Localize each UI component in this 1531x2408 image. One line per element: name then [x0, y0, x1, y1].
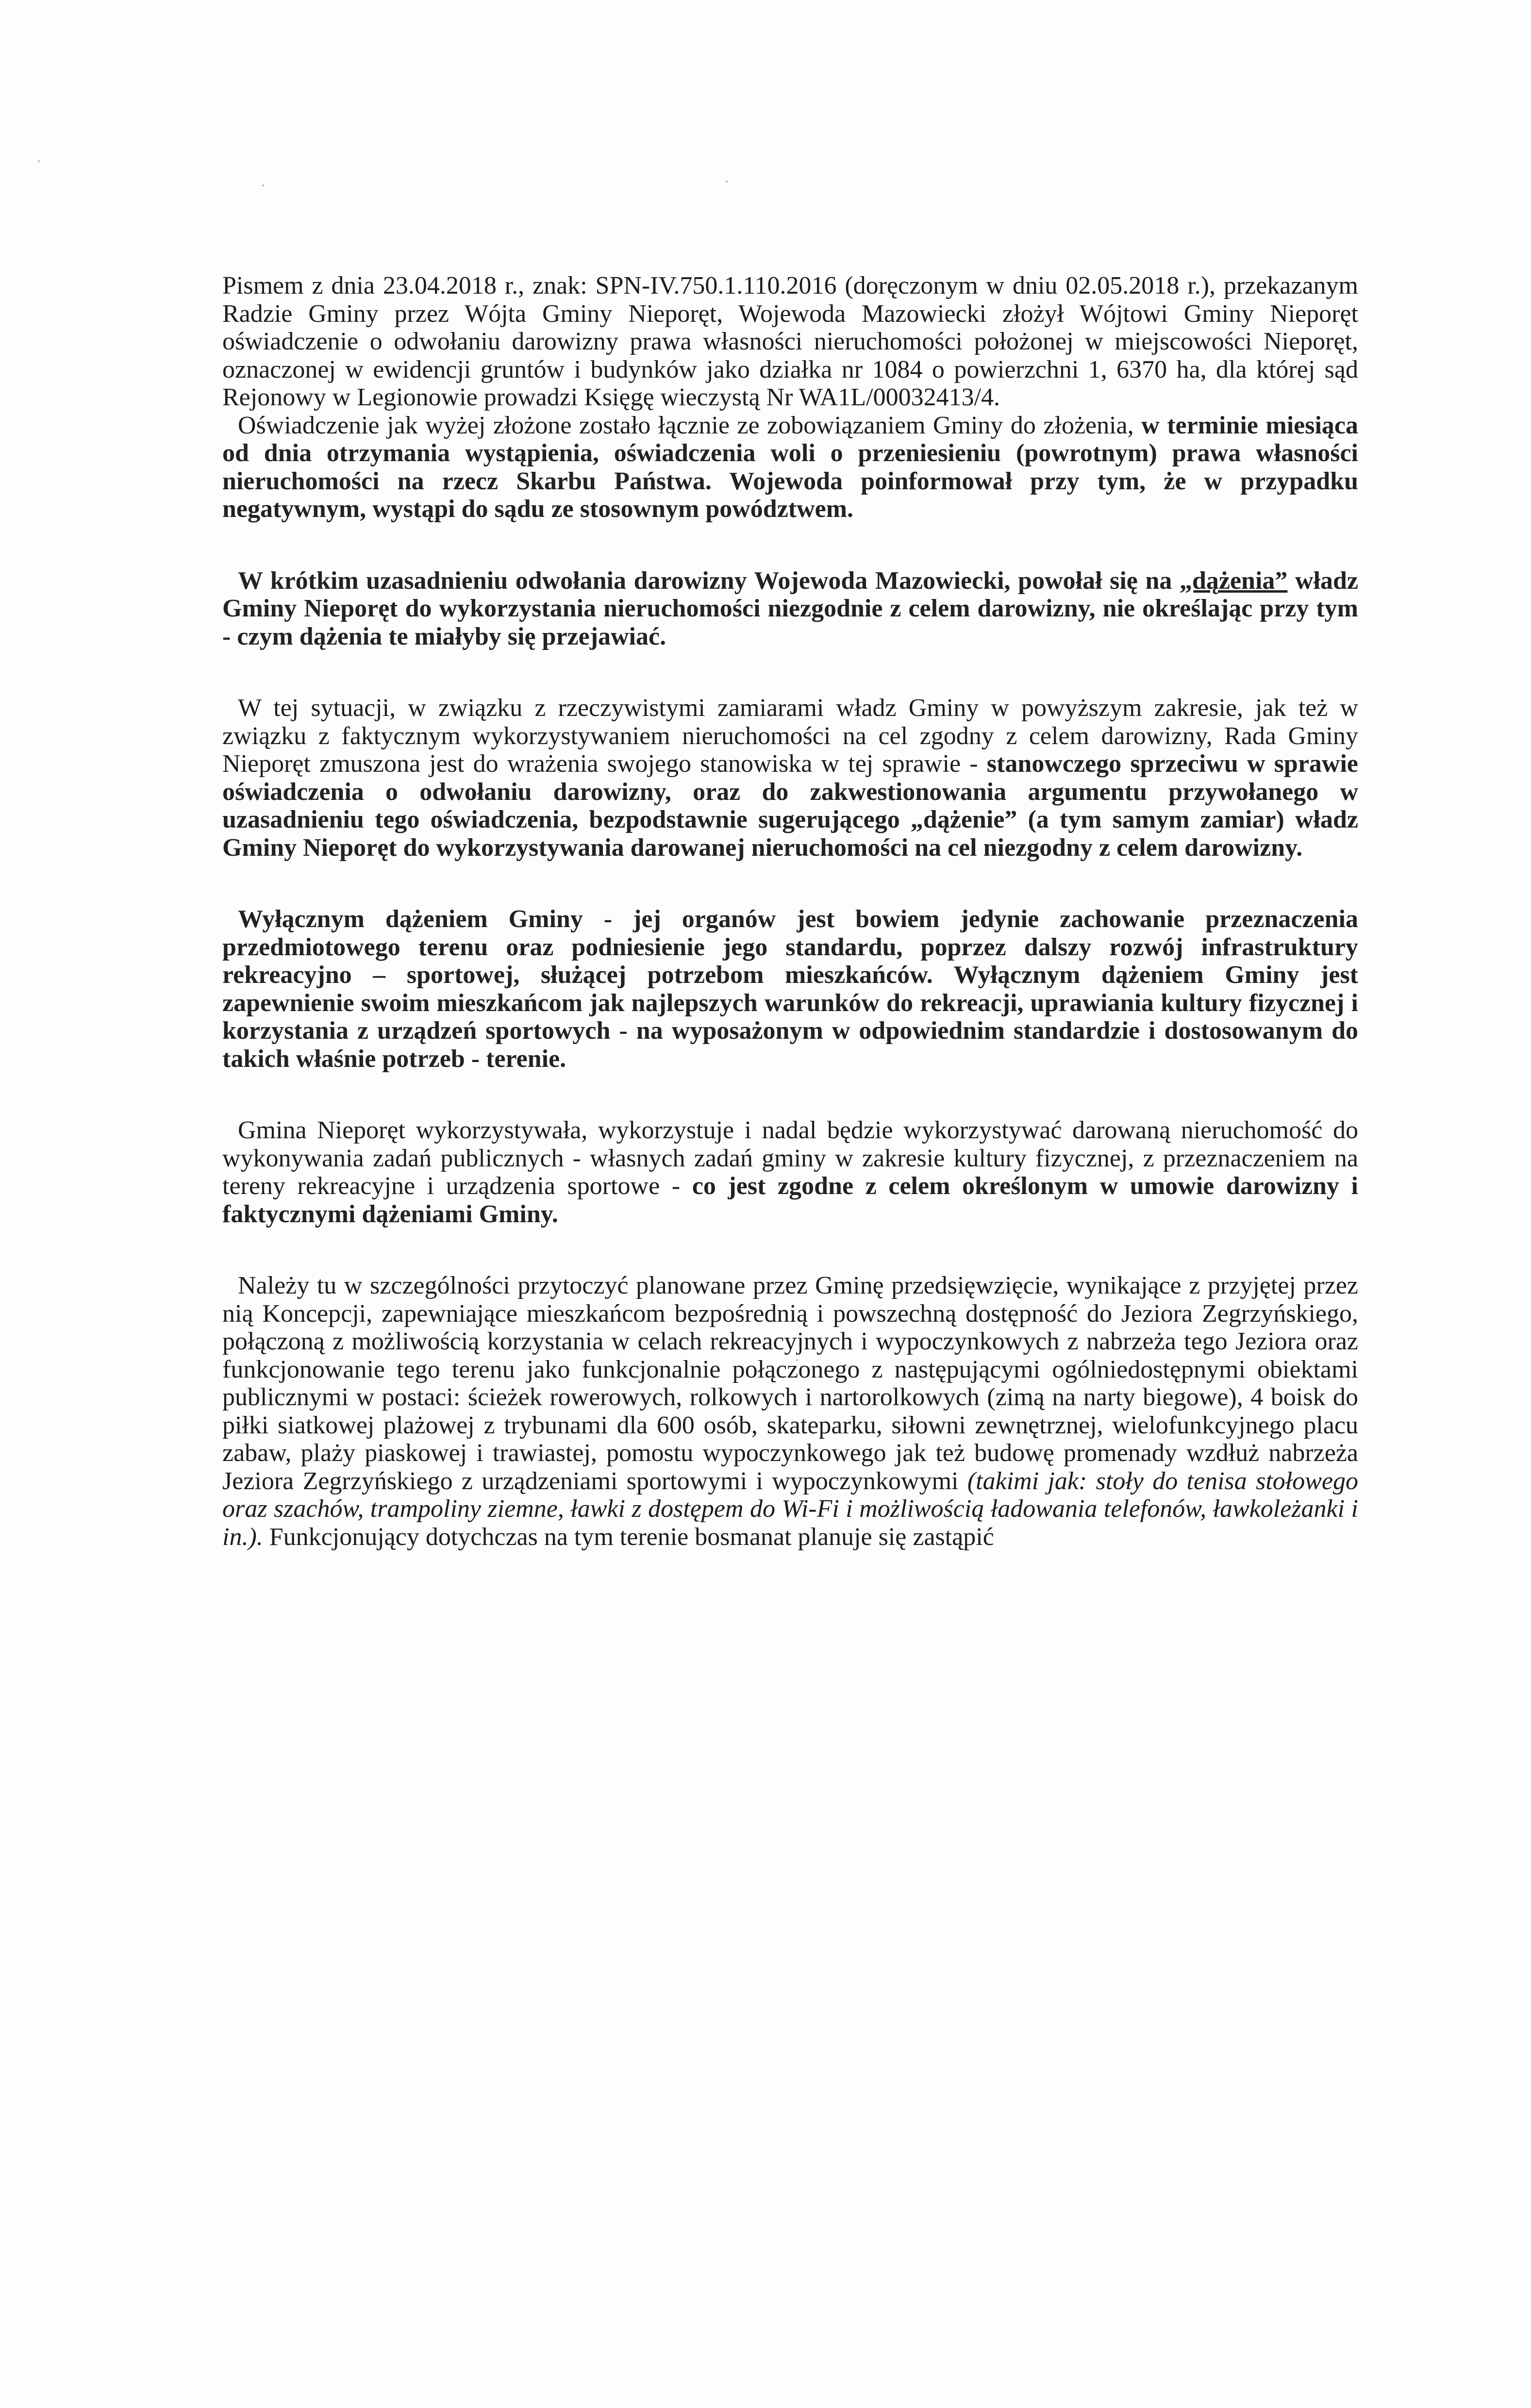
document-body — [222, 272, 1358, 1551]
paragraph-text: Pismem z dnia 23.04.2018 r., znak: SPN-IV.750.1.110.2016 (doręczonym w dniu 02.05.2018 r.), przekazanym Radzie Gminy przez Wójta Gminy Nieporęt, Wojewoda Mazowiecki złożył Wójtowi Gminy Nieporęt oświadczenie o odwołaniu darowizny prawa własności nieruchomości położonej w miejscowości Nieporęt, oznaczonej w ewidencji gruntów i budynków jako działka nr 1084 o powierzchni 1, 6370 ha, dla której sąd Rejonowy w Legionowie prowadzi Księgę wieczystą Nr WA1L/00032413/4. — [222, 272, 1358, 411]
paragraph-council-position — [222, 694, 1358, 862]
paragraph-text: Oświadczenie jak wyżej złożone zostało łącznie ze zobowiązaniem Gminy do złożenia, — [238, 411, 1134, 439]
paragraph-text: Należy tu w szczególności przytoczyć planowane przez Gminę przedsięwzięcie, wynikające z przyjętej przez nią Koncepcji, zapewniające mieszkańcom bezpośrednią i powszechną dostępność do Jeziora Zegrzyńskiego, połączoną z możliwością korzystania w celach rekreacyjnych i wypoczynkowych z nabrzeża tego Jeziora oraz funkcjonowanie tego terenu jako funkcjonalnie połączonego z następującymi ogólniedostępnymi obiektami publicznymi w postaci: ścieżek rowerowych, rolkowych i nartorolkowych (zimą na narty biegowe), 4 boisk do piłki siatkowej plażowej z trybunami dla 600 osób, skateparku, siłowni zewnętrznej, wielofunkcyjnego placu zabaw, plaży piaskowej i trawiastej, pomostu wypoczynkowego jak też budowę promenady wzdłuż nabrzeża Jeziora Zegrzyńskiego z urządzeniami sportowymi i wypoczynkowymi — [222, 1272, 1358, 1495]
paragraph-text: Funkcjonujący dotychczas na tym terenie bosmanat planuje się zastąpić — [269, 1523, 994, 1551]
paragraph-obligation — [222, 412, 1358, 523]
paragraph-text: W krótkim uzasadnieniu odwołania darowizny Wojewoda Mazowiecki, powołał się na — [238, 566, 1172, 595]
paragraph-justification — [222, 567, 1358, 651]
paragraph-text: władz Gminy Nieporęt do wykorzystania nieruchomości niezgodnie z celem darowizny, nie określając przy tym - czym dążenia te miałyby się przejawiać. — [222, 566, 1359, 650]
paragraph-bold-text: w terminie miesiąca od dnia otrzymania wystąpienia, oświadczenia woli o przeniesieniu (powrotnym) prawa własności nieruchomości na rzecz Skarbu Państwa. Wojewoda poinformował przy tym, że w przypadku negatywnym, wystąpi do sądu ze stosownym powództwem. — [222, 411, 1358, 523]
underlined-quote: „dążenia” — [1179, 566, 1288, 595]
paragraph-letter-reference — [222, 272, 1358, 412]
scan-speck — [38, 160, 40, 162]
paragraph-text: Gmina Nieporęt wykorzystywała, wykorzystuje i nadal będzie wykorzystywać darowaną nieruchomość do wykonywania zadań publicznych - własnych zadań gminy w zakresie kultury fizycznej, z przeznaczeniem na tereny rekreacyjne i urządzenia sportowe - — [222, 1116, 1358, 1200]
paragraph-text: W tej sytuacji, w związku z rzeczywistymi zamiarami władz Gminy w powyższym zakresie, jak też w związku z faktycznym wykorzystywaniem nieruchomości na cel zgodny z celem darowizny, Rada Gminy Nieporęt zmuszona jest do wrażenia swojego stanowiska w tej sprawie - — [222, 694, 1358, 778]
paragraph-municipality-aim — [222, 905, 1358, 1073]
paragraph-planned-project — [222, 1272, 1358, 1551]
paragraph-bold-text: stanowczego sprzeciwu w sprawie oświadczenia o odwołaniu darowizny, oraz do zakwestionowania argumentu przywołanego w uzasadnieniu tego oświadczenia, bezpodstawnie sugerującego „dążenie” (a tym samym zamiar) władz Gminy Nieporęt do wykorzystywania darowanej nieruchomości na cel niezgodny z celem darowizny. — [222, 750, 1359, 862]
paragraph-bold-text: co jest zgodne z celem określonym w umowie darowizny i faktycznymi dążeniami Gminy. — [222, 1172, 1358, 1228]
paragraph-italic-text: (takimi jak: stoły do tenisa stołowego oraz szachów, trampoliny ziemne, ławki z dostępem do Wi-Fi i możliwością ładowania telefonów, ławkoleżanki i in.). — [222, 1467, 1359, 1551]
scan-speck — [262, 184, 264, 186]
paragraph-bold-text: Wyłącznym dążeniem Gminy - jej organów jest bowiem jedynie zachowanie przeznaczenia przedmiotowego terenu oraz podniesienie jego standardu, poprzez dalszy rozwój infrastruktury rekreacyjno – sportowej, służącej potrzebom mieszkańców. Wyłącznym dążeniem Gminy jest zapewnienie swoim mieszkańcom jak najlepszych warunków do rekreacji, uprawiania kultury fizycznej i korzystania z urządzeń sportowych - na wyposażonym w odpowiednim standardzie i dostosowanym do takich właśnie potrzeb - terenie. — [222, 905, 1358, 1073]
paragraph-property-use — [222, 1116, 1358, 1228]
scan-speck — [726, 181, 728, 183]
